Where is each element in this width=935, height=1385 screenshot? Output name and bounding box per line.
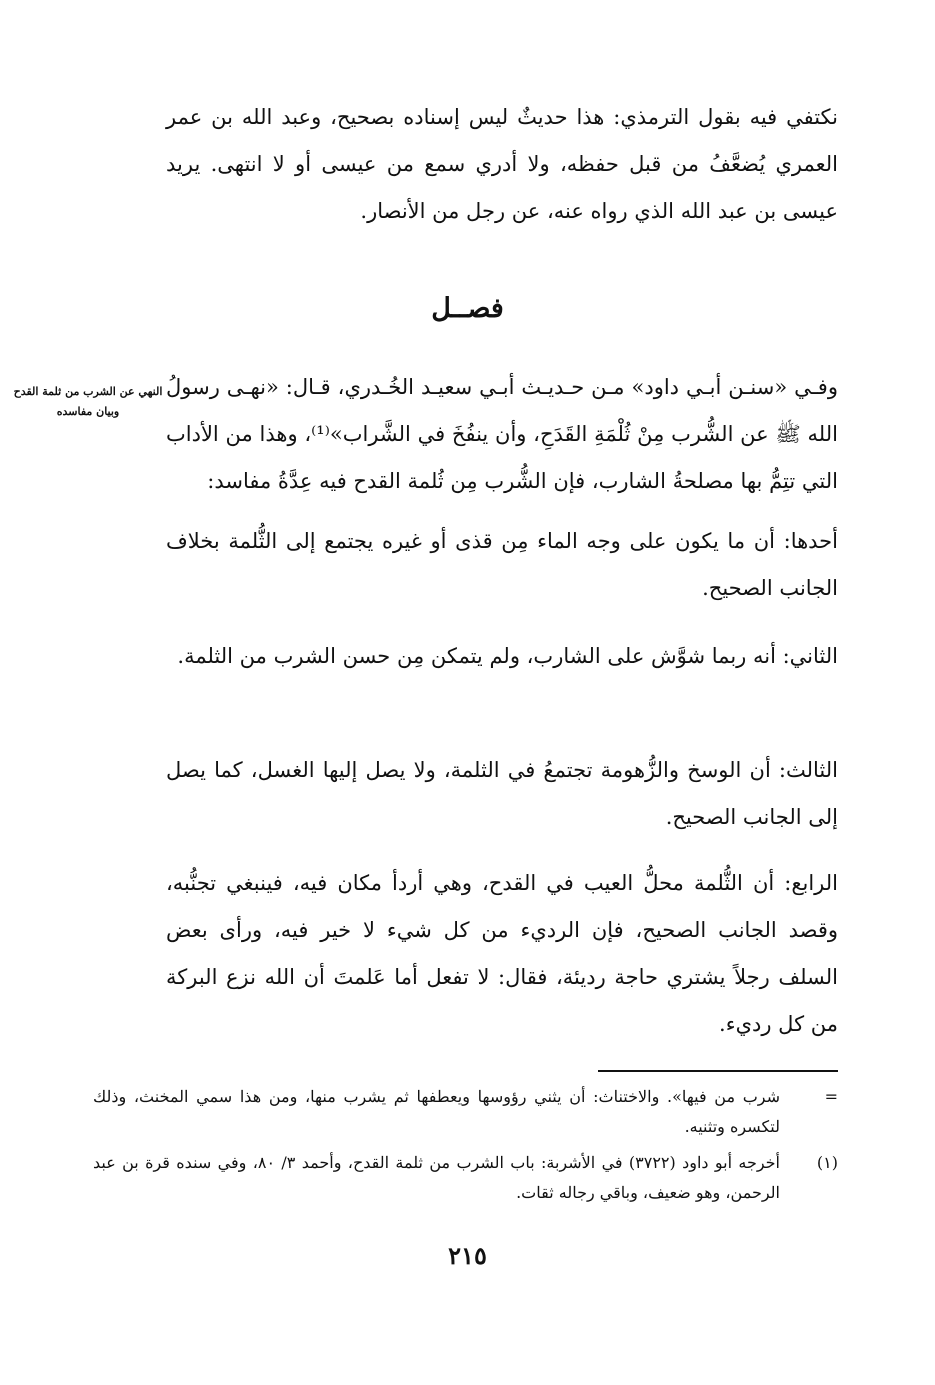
body-paragraph-4: الثالث: أن الوسخ والزُّهومة تجتمعُ في الثلمة، ولا يصل إليها الغسل، كما يصل إلى الجانب الصحيح.	[166, 758, 838, 829]
body-paragraph-5: الرابع: أن الثُّلمة محلُّ العيب في القدح، وهي أردأ مكان فيه، فينبغي تجنُّبه، وقصد الجانب الصحيح، فإن الرديء من كل شيء لا خير فيه، ورأى بعض السلف رجلاً يشتري حاجة رديئة، فقال: لا تفعل أما عَلمتَ أن الله نزع البركة من كل رديء.	[166, 871, 838, 1036]
footnote-mark: (١)	[816, 1153, 838, 1172]
body-paragraph-2: أحدها: أن ما يكون على وجه الماء مِن قذى أو غيره يجتمع إلى الثُّلمة بخلاف الجانب الصحيح.	[166, 529, 838, 600]
margin-note: النهي عن الشرب من ثلمة القدح وبيان مفاسده	[13, 385, 163, 418]
footnote-text: أخرجه أبو داود (٣٧٢٢) في الأشربة: باب الشرب من ثلمة القدح، وأحمد ٣/ ٨٠، وفي سنده قرة بن عبد الرحمن، وهو ضعيف، وباقي رجاله ثقات.	[93, 1153, 780, 1202]
intro-paragraph: نكتفي فيه بقول الترمذي: هذا حديثٌ ليس إسناده بصحيح، وعبد الله بن عمر العمري يُضعَّفُ من قبل حفظه، ولا أدري سمع من عيسى أو لا انتهى. يريد عيسى بن عبد الله الذي رواه عنه، عن رجل من الأنصار.	[166, 105, 838, 223]
page-number: ٢١٥	[448, 1241, 487, 1270]
footnote-mark: =	[824, 1087, 838, 1106]
footnote-text: شرب من فيها». والاختناث: أن يثني رؤوسها ويعطفها ثم يشرب منها، ومن هذا سمي المخنث، وذلك لتكسره وتثنيه.	[93, 1087, 780, 1136]
footnote-divider	[598, 1070, 838, 1072]
footnotes	[93, 1082, 838, 1214]
body-paragraph-1: وفـي «سنـن أبـي داود» مـن حـديـث أبـي سعيـد الخُـدري، قـال: «نهـى رسولُ الله ﷺ عن الشُّرب مِنْ ثُلْمَةِ القَدَحِ، وأن ينفُخَ في الشَّراب»⁽¹⁾، وهذا من الأداب التي تتِمُّ بها مصلحةُ الشارب، فإن الشُّرب مِن ثُلمة القدح فيه عِدَّةُ مفاسد:	[166, 375, 838, 493]
body-paragraph-3: الثاني: أنه ربما شوَّش على الشارب، ولم يتمكن مِن حسن الشرب من الثلمة.	[177, 644, 838, 668]
footnote-continuation	[93, 1082, 838, 1142]
footnote-1	[93, 1148, 838, 1208]
section-heading: فصــل	[431, 293, 504, 324]
